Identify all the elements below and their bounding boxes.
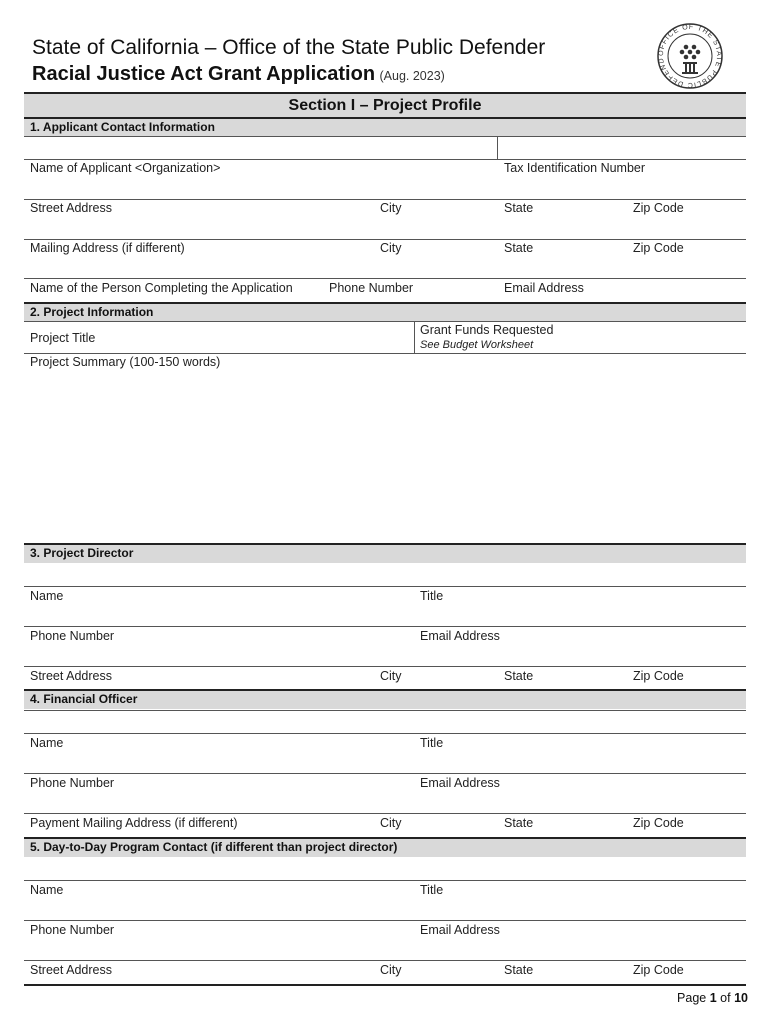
officer-phone-label: Phone Number [30, 776, 115, 790]
applicant-name-field[interactable] [24, 137, 496, 159]
contact-phone-field[interactable] [24, 900, 746, 920]
mailing-zip-label: Zip Code [633, 241, 684, 255]
director-street-field[interactable] [24, 646, 746, 666]
section-2-heading: 2. Project Information [24, 302, 746, 322]
contact-name-field[interactable] [24, 858, 746, 880]
grant-funds-label: Grant Funds Requested [420, 323, 554, 337]
city-label: City [380, 201, 402, 215]
state-label: State [504, 201, 534, 215]
email-address-label: Email Address [504, 281, 584, 295]
director-title-label: Title [420, 589, 444, 603]
director-zip-label: Zip Code [633, 669, 684, 683]
section-5-heading: 5. Day-to-Day Program Contact (if different than project director) [24, 837, 746, 857]
director-phone-label: Phone Number [30, 629, 115, 643]
officer-title-label: Title [420, 736, 444, 750]
contact-name-label: Name [30, 883, 64, 897]
section-4-heading: 4. Financial Officer [24, 689, 746, 709]
page-current: 1 [709, 991, 717, 1005]
page-total: 10 [734, 991, 748, 1005]
contact-zip-label: Zip Code [633, 963, 684, 977]
contact-state-label: State [504, 963, 534, 977]
person-completing-field[interactable] [24, 258, 746, 278]
director-phone-field[interactable] [24, 606, 746, 626]
street-address-field[interactable] [24, 178, 746, 199]
contact-email-label: Email Address [420, 923, 500, 937]
section-title-bar [24, 92, 746, 118]
tax-id-field[interactable] [498, 137, 746, 159]
form-title [32, 63, 445, 86]
director-city-label: City [380, 669, 402, 683]
officer-name-label: Name [30, 736, 64, 750]
grant-funds-note: See Budget Worksheet [420, 339, 534, 351]
project-title-field[interactable] [24, 322, 414, 353]
officer-name-field[interactable] [24, 711, 746, 733]
contact-street-label: Street Address [30, 963, 112, 977]
project-title-label: Project Title [30, 331, 96, 345]
officer-email-label: Email Address [420, 776, 500, 790]
director-name-field[interactable] [24, 564, 746, 586]
svg-text:OFFICE OF THE STATE PUBLIC DEF: OFFICE OF THE STATE PUBLIC DEFEND [657, 23, 723, 89]
mailing-address-label: Mailing Address (if different) [30, 241, 185, 255]
ospd-seal-logo [656, 22, 724, 90]
officer-mailing-field[interactable] [24, 793, 746, 813]
officer-zip-label: Zip Code [633, 816, 684, 830]
project-summary-label: Project Summary (100-150 words) [30, 355, 221, 369]
project-summary-field[interactable] [24, 372, 746, 542]
director-street-label: Street Address [30, 669, 112, 683]
director-state-label: State [504, 669, 534, 683]
officer-state-label: State [504, 816, 534, 830]
phone-number-label: Phone Number [329, 281, 414, 295]
contact-phone-label: Phone Number [30, 923, 115, 937]
section-1-heading: 1. Applicant Contact Information [24, 117, 746, 137]
mailing-address-field[interactable] [24, 218, 746, 239]
person-completing-label: Name of the Person Completing the Application [30, 281, 293, 295]
contact-street-field[interactable] [24, 940, 746, 960]
page-of: of [720, 991, 731, 1005]
mailing-state-label: State [504, 241, 534, 255]
grant-funds-field[interactable] [415, 322, 746, 353]
form-edition: (Aug. 2023) [379, 69, 445, 83]
tax-id-label: Tax Identification Number [504, 161, 646, 175]
page-number [677, 991, 748, 1005]
officer-mailing-label: Payment Mailing Address (if different) [30, 816, 238, 830]
contact-city-label: City [380, 963, 402, 977]
officer-city-label: City [380, 816, 402, 830]
director-email-label: Email Address [420, 629, 500, 643]
zip-label: Zip Code [633, 201, 684, 215]
page-prefix: Page [677, 991, 707, 1005]
section-title: Section I – Project Profile [288, 97, 482, 114]
mailing-city-label: City [380, 241, 402, 255]
street-address-label: Street Address [30, 201, 112, 215]
form-title-text: Racial Justice Act Grant Application [32, 63, 376, 85]
applicant-name-label: Name of Applicant <Organization> [30, 161, 221, 175]
officer-phone-field[interactable] [24, 753, 746, 773]
director-name-label: Name [30, 589, 64, 603]
contact-title-label: Title [420, 883, 444, 897]
agency-title: State of California – Office of the State Public Defender [32, 36, 546, 59]
section-3-heading: 3. Project Director [24, 543, 746, 563]
